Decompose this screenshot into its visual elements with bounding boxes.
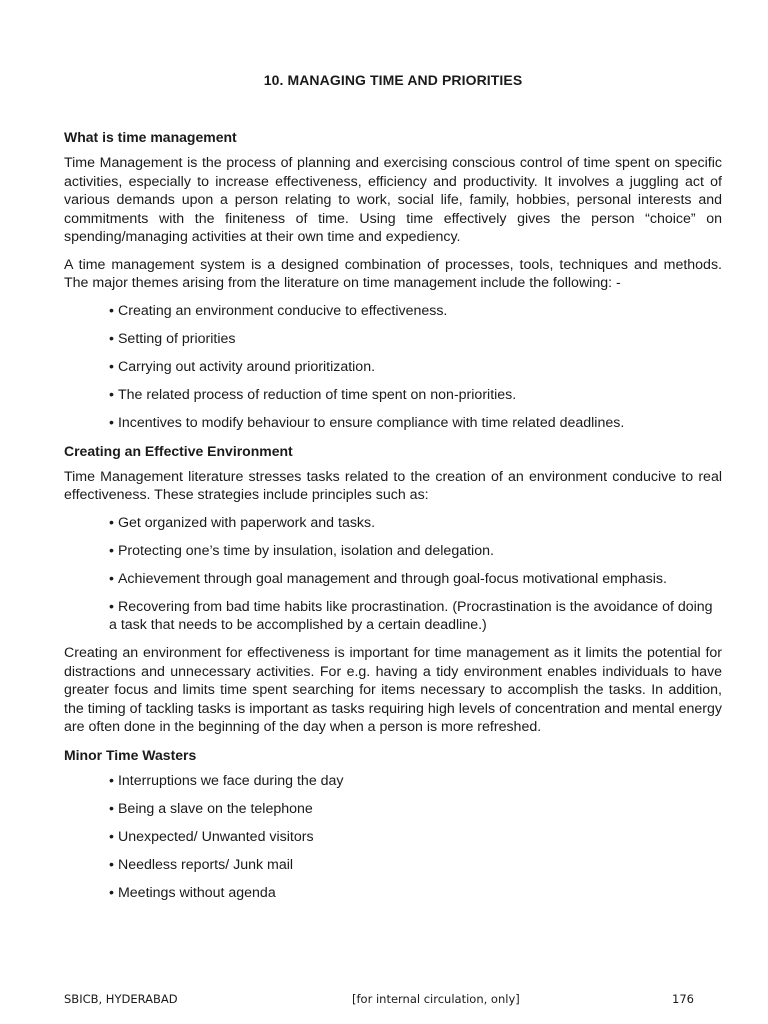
section-heading: Creating an Effective Environment: [64, 442, 293, 459]
page-number: 176: [672, 992, 694, 1006]
bullet-icon: •: [109, 772, 114, 789]
list-item: [109, 856, 722, 875]
bullet-icon: •: [109, 514, 114, 531]
list-item: [109, 302, 722, 321]
footer-organization: SBICB, HYDERABAD: [64, 992, 178, 1006]
list-item-text: Interruptions we face during the day: [117, 772, 344, 789]
bullet-list: [64, 772, 722, 903]
bullet-icon: •: [109, 414, 114, 431]
list-item: [109, 772, 722, 791]
page-title: 10. MANAGING TIME AND PRIORITIES: [263, 72, 523, 88]
section-heading: What is time management: [64, 129, 237, 145]
section-heading: Minor Time Wasters: [64, 746, 197, 763]
paragraph: Creating an environment for effectiveness is important for time management as it limits the potential for distractions and unnecessary activities. For e.g. having a tidy environment enables individuals to have greater focus and limits time spent searching for items necessary to accomplish the tasks. In addition, the timing of tackling tasks is important as tasks requiring high levels of concentration and mental energy are often done in the beginning of the day when a person is more refreshed.: [64, 645, 722, 735]
list-item-text: Unexpected/ Unwanted visitors: [117, 828, 314, 845]
bullet-list: [64, 514, 722, 635]
list-item-text: Being a slave on the telephone: [117, 800, 313, 817]
paragraph: Time Management literature stresses tasks related to the creation of an environment conducive to real effectiveness. These strategies include principles such as:: [64, 468, 722, 503]
bullet-icon: •: [109, 800, 114, 817]
bullet-icon: •: [109, 358, 114, 375]
list-item: [109, 570, 722, 589]
page-footer: [64, 992, 694, 1010]
list-item-text: Protecting one’s time by insulation, isolation and delegation.: [117, 542, 494, 559]
list-item-text: Achievement through goal management and through goal-focus motivational emphasis.: [117, 570, 667, 587]
bullet-icon: •: [109, 302, 114, 319]
paragraph: Time Management is the process of planning and exercising conscious control of time spent on specific activities, especially to increase effectiveness, efficiency and productivity. It involves a juggling act of various demands upon a person relating to work, social life, family, hobbies, personal interests and commitments with the finiteness of time. Using time effectively gives the person “choice” on spending/managing activities at their own time and expediency.: [64, 155, 722, 245]
list-item-text: Meetings without agenda: [117, 884, 276, 901]
document-page: [64, 0, 722, 1024]
list-item-text: The related process of reduction of time spent on non-priorities.: [117, 386, 517, 403]
list-item-text: Needless reports/ Junk mail: [117, 856, 294, 873]
list-item: [109, 828, 722, 847]
list-item-text: Creating an environment conducive to effectiveness.: [117, 302, 448, 319]
list-item: [109, 800, 722, 819]
bullet-list: [64, 302, 722, 433]
page-content: [64, 128, 722, 912]
bullet-icon: •: [109, 598, 114, 615]
list-item: [109, 514, 722, 533]
list-item-text: Carrying out activity around prioritization.: [117, 358, 376, 375]
bullet-icon: •: [109, 330, 114, 347]
list-item-text: Setting of priorities: [117, 330, 236, 347]
list-item: [109, 884, 722, 903]
bullet-icon: •: [109, 856, 114, 873]
list-item: [109, 598, 722, 635]
list-item: [109, 330, 722, 349]
list-item-text: Get organized with paperwork and tasks.: [117, 514, 376, 531]
bullet-icon: •: [109, 386, 114, 403]
list-item: [109, 386, 722, 405]
list-item: [109, 542, 722, 561]
bullet-icon: •: [109, 570, 114, 587]
bullet-icon: •: [109, 828, 114, 845]
list-item-text: Incentives to modify behaviour to ensure compliance with time related deadlines.: [117, 414, 625, 431]
footer-circulation-note: [for internal circulation, only]: [352, 992, 520, 1006]
bullet-icon: •: [109, 884, 114, 901]
bullet-icon: •: [109, 542, 114, 559]
list-item-text: Recovering from bad time habits like procrastination. (Procrastination is the avoidance of doing a task that needs to be accomplished by a certain deadline.): [109, 598, 713, 633]
paragraph: A time management system is a designed combination of processes, tools, techniques and methods. The major themes arising from the literature on time management include the following: -: [64, 256, 722, 291]
list-item: [109, 358, 722, 377]
list-item: [109, 414, 722, 433]
